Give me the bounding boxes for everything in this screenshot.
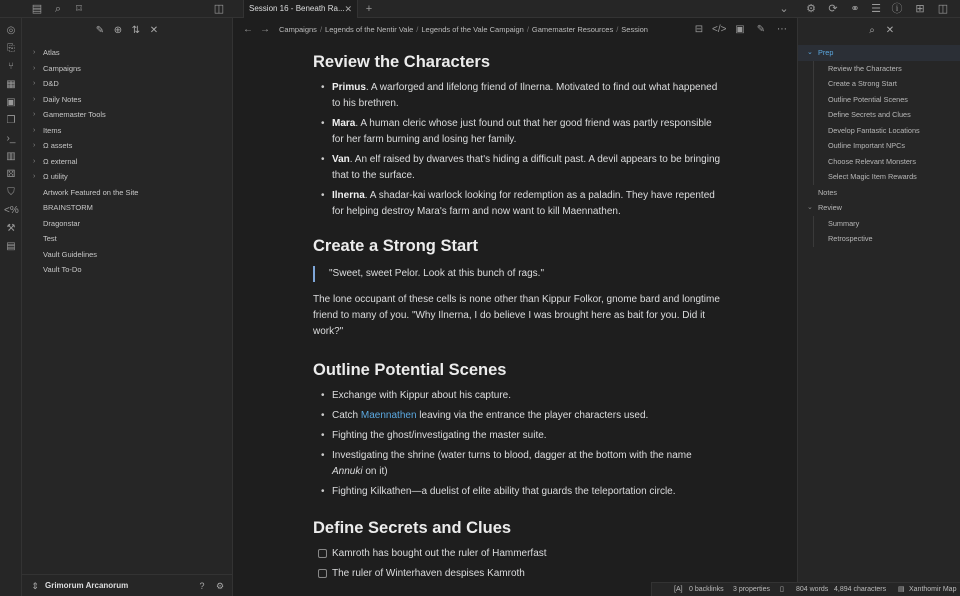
folder-item[interactable] — [22, 154, 232, 170]
map-name[interactable]: Xanthomir Map — [909, 586, 957, 593]
open-note-icon[interactable]: ⎘ — [7, 43, 15, 54]
outline-label: Choose Relevant Monsters — [828, 156, 917, 166]
reading-view-icon[interactable]: ⊟ — [694, 24, 704, 35]
collapse-icon[interactable]: ✕ — [149, 25, 159, 36]
outline-label: Select Magic Item Rewards — [828, 172, 917, 181]
layout-icon[interactable]: ⊞ — [915, 3, 925, 15]
breadcrumb-separator: / — [616, 25, 619, 34]
scene-text: on it) — [362, 466, 388, 477]
outline-item[interactable] — [798, 231, 960, 247]
file-item[interactable] — [22, 231, 232, 247]
outline-heading-notes[interactable] — [798, 185, 960, 201]
character-name: Mara — [332, 118, 356, 129]
more-options-icon[interactable]: ⋯ — [777, 24, 787, 35]
breadcrumb-item[interactable]: Legends of the Vale Campaign — [421, 25, 524, 34]
tree-item-label: Campaigns — [43, 63, 81, 73]
outline-label: Prep — [818, 48, 834, 57]
character-description: . A shadar-kai warlock looking for redemption as a paladin. They have repented for helping destroy Mara's farm and now want to kill Maennathen. — [332, 190, 715, 217]
info-icon[interactable]: ⓘ — [891, 3, 903, 15]
title-bar — [0, 0, 960, 18]
breadcrumb-separator: / — [319, 25, 323, 34]
outline-heading-prep[interactable] — [798, 45, 960, 61]
blockquote: "Sweet, sweet Pelor. Look at this bunch of rags." — [313, 266, 723, 282]
editor-pane — [234, 18, 797, 596]
character-description: . An elf raised by dwarves that's hiding a difficult past. A devil appears to be bringing that to the surface. — [332, 154, 721, 181]
character-description: . A human cleric whose just found out that her good friend was partly responsible for her farm burning and losing her family. — [332, 118, 712, 145]
copy-icon[interactable]: ❐ — [6, 115, 16, 126]
search-icon[interactable]: ⌕ — [54, 3, 62, 15]
tree-item-label: Gamemaster Tools — [43, 110, 106, 119]
indent-guide — [813, 216, 814, 247]
list-item — [313, 188, 723, 220]
scene-text: Catch — [332, 410, 361, 421]
book-icon[interactable]: ▯ — [780, 586, 784, 593]
outline-label: Create a Strong Start — [828, 79, 897, 88]
outline-item[interactable] — [798, 76, 960, 92]
file-explorer — [22, 18, 233, 596]
breadcrumb-separator: / — [416, 25, 419, 34]
tree-item-label: Items — [43, 125, 62, 135]
heading-review-characters: Review the Characters — [313, 53, 490, 71]
outline-item[interactable] — [798, 169, 960, 185]
tab-title: Session 16 - Beneath Ra... — [249, 4, 345, 13]
character-count: 4,894 characters — [834, 586, 887, 593]
chevron-down-icon[interactable]: ⌄ — [807, 49, 813, 56]
list-item — [313, 408, 723, 424]
outline-label: Outline Potential Scenes — [828, 94, 908, 104]
emphasis: Annuki — [332, 466, 363, 477]
breadcrumb-item[interactable]: Session — [621, 25, 648, 34]
outline-label: Define Secrets and Clues — [828, 110, 911, 119]
secrets-task-list — [313, 544, 723, 584]
collapse-icon[interactable]: ✕ — [885, 25, 895, 36]
tree-item-label: Daily Notes — [43, 94, 82, 104]
task-checkbox[interactable] — [318, 569, 327, 578]
list-item — [313, 116, 723, 148]
image-icon[interactable]: ▣ — [735, 24, 745, 35]
task-text: Kamroth has bought out the ruler of Hammerfast — [332, 548, 547, 559]
settings-icon[interactable]: ⚙ — [215, 581, 225, 591]
vault-name: Grimorum Arcanorum — [45, 581, 129, 590]
folder-item[interactable] — [22, 61, 232, 77]
outline-label: Review — [818, 203, 842, 212]
character-name: Van — [332, 154, 350, 165]
task-item — [313, 564, 723, 584]
scene-text: Fighting Kilkathen—a duelist of elite ability that guards the teleportation circle. — [332, 486, 676, 497]
search-icon[interactable]: ⌕ — [869, 25, 875, 36]
folder-item[interactable] — [22, 138, 232, 154]
list-item — [313, 80, 723, 112]
outline-pane — [797, 18, 960, 596]
source-icon[interactable]: </> — [712, 24, 727, 35]
character-name: Ilnerna — [332, 190, 365, 201]
calendar-icon[interactable]: ▣ — [6, 97, 16, 108]
folder-item[interactable] — [22, 169, 232, 185]
dice-icon[interactable]: ⚄ — [6, 169, 16, 180]
list-item — [313, 388, 723, 404]
sort-icon[interactable]: ⇅ — [131, 25, 141, 36]
heading-strong-start: Create a Strong Start — [313, 237, 479, 255]
tree-item-label: Ω assets — [43, 141, 73, 150]
status-bar — [651, 582, 960, 596]
chevron-down-icon[interactable]: ⌄ — [779, 3, 789, 15]
outline-label: Notes — [818, 187, 838, 197]
scene-text: Investigating the shrine (water turns to blood, dagger at the bottom with the name — [332, 450, 692, 461]
tree-item-label: Vault Guidelines — [43, 249, 98, 259]
chevron-updown-icon[interactable]: ⇕ — [31, 581, 39, 591]
chevron-right-icon[interactable]: › — [33, 126, 36, 134]
ribbon — [0, 18, 22, 596]
file-explorer-toolbar — [22, 24, 232, 38]
scene-list — [313, 388, 723, 500]
character-list — [313, 80, 723, 220]
hammer-icon[interactable]: ⚒ — [6, 223, 16, 234]
outline-tree — [798, 45, 960, 247]
file-item[interactable] — [22, 262, 232, 278]
note-content[interactable] — [313, 44, 723, 584]
tree-item-label: Dragonstar — [43, 218, 81, 228]
help-icon[interactable]: ? — [199, 581, 205, 591]
tree-item-label: Ω external — [43, 156, 78, 166]
map-icon[interactable]: ▤ — [898, 586, 905, 593]
chevron-down-icon[interactable]: ⌄ — [807, 204, 813, 211]
breadcrumb-item[interactable]: Gamemaster Resources — [531, 25, 614, 34]
word-count: 804 words — [796, 586, 829, 593]
code-icon[interactable]: <% — [4, 205, 19, 216]
sidebar-toggle-icon[interactable]: ◫ — [213, 3, 225, 15]
chevron-right-icon[interactable]: › — [33, 157, 36, 165]
list-item — [313, 152, 723, 184]
view-header — [234, 18, 797, 42]
file-item[interactable] — [22, 247, 232, 263]
outline-label: Develop Fantastic Locations — [828, 125, 920, 135]
breadcrumb-item[interactable]: Campaigns — [279, 25, 317, 34]
chevron-right-icon[interactable]: › — [33, 80, 36, 87]
outline-item[interactable] — [798, 123, 960, 139]
new-tab-icon[interactable]: + — [365, 3, 373, 15]
outline-item[interactable] — [798, 107, 960, 123]
chevron-right-icon[interactable]: › — [33, 173, 36, 180]
chevron-right-icon[interactable]: › — [33, 111, 36, 118]
task-text: The ruler of Winterhaven despises Kamroth — [332, 568, 525, 579]
tab-session-16[interactable] — [243, 0, 358, 18]
folder-item[interactable] — [22, 92, 232, 108]
new-folder-icon[interactable]: ⊕ — [113, 25, 123, 36]
heading-secrets-clues: Define Secrets and Clues — [313, 519, 512, 537]
right-sidebar-toggle-icon[interactable]: ◫ — [937, 3, 949, 15]
file-item[interactable] — [22, 200, 232, 216]
folder-item[interactable] — [22, 123, 232, 139]
properties-count[interactable]: 3 properties — [733, 586, 770, 593]
chevron-right-icon[interactable]: › — [33, 64, 36, 72]
scene-text: Exchange with Kippur about his capture. — [332, 390, 511, 401]
outline-item[interactable] — [798, 216, 960, 232]
character-description: . A warforged and lifelong friend of Ilnerna. Motivated to find out what happened to his brethren. — [332, 82, 718, 109]
scene-text: leaving via the entrance the player characters used. — [416, 410, 649, 421]
file-tree — [22, 45, 232, 278]
chevron-right-icon[interactable]: › — [33, 49, 36, 56]
outline-label: Summary — [828, 218, 860, 228]
file-item[interactable] — [22, 185, 232, 201]
chevron-right-icon[interactable]: › — [33, 95, 36, 103]
list-item — [313, 484, 723, 500]
outline-label: Review the Characters — [828, 63, 902, 73]
indent-guide — [813, 61, 814, 185]
list-item — [313, 428, 723, 444]
outline-label: Retrospective — [828, 234, 873, 243]
breadcrumb-item[interactable]: Legends of the Nentir Vale — [325, 25, 414, 34]
shield-icon[interactable]: ⛉ — [7, 187, 15, 198]
backlinks-count[interactable]: 0 backlinks — [689, 586, 724, 593]
folder-item[interactable] — [22, 107, 232, 123]
tree-item-label: Test — [43, 234, 57, 243]
new-note-icon[interactable]: ✎ — [95, 25, 105, 36]
breadcrumb[interactable] — [279, 18, 659, 42]
character-name: Primus — [332, 82, 366, 93]
close-icon[interactable]: ✕ — [344, 4, 352, 14]
edit-icon[interactable]: ✎ — [756, 24, 766, 35]
task-checkbox[interactable] — [318, 549, 327, 558]
file-item[interactable] — [22, 216, 232, 232]
outline-item[interactable] — [798, 92, 960, 108]
chevron-right-icon[interactable]: › — [33, 142, 36, 149]
tree-item-label: D&D — [43, 79, 59, 88]
plugin-icon[interactable]: ⚙ — [806, 3, 816, 15]
graph-icon[interactable]: ⑂ — [8, 61, 14, 72]
sync-icon[interactable]: ⟳ — [828, 3, 838, 15]
list-item — [313, 448, 723, 480]
vault-switcher[interactable] — [22, 574, 232, 596]
tree-item-label: Artwork Featured on the Site — [43, 187, 139, 197]
command-icon[interactable]: ◎ — [6, 25, 16, 36]
folder-icon[interactable]: ▤ — [31, 3, 43, 15]
folder-item[interactable] — [22, 45, 232, 61]
terminal-icon[interactable]: ›_ — [6, 133, 16, 144]
tree-item-label: Ω utility — [43, 172, 68, 181]
editor-mode[interactable]: [A] — [674, 586, 683, 593]
table-icon[interactable]: ▥ — [6, 151, 16, 162]
breadcrumb-separator: / — [526, 25, 529, 34]
heading-potential-scenes: Outline Potential Scenes — [313, 361, 507, 379]
outline-item[interactable] — [798, 154, 960, 170]
sync-status-icon[interactable]: ⚭ — [850, 3, 860, 15]
calendar-check-icon[interactable]: ▤ — [6, 241, 16, 252]
forward-icon[interactable]: → — [260, 24, 270, 35]
outline-item[interactable] — [798, 138, 960, 154]
outline-label: Outline Important NPCs — [828, 141, 906, 150]
task-item — [313, 544, 723, 564]
tree-item-label: BRAINSTORM — [43, 203, 93, 212]
bookmark-icon[interactable]: ⌑ — [76, 3, 82, 15]
folder-item[interactable] — [22, 76, 232, 92]
tree-item-label: Vault To-Do — [43, 265, 82, 274]
outline-icon[interactable]: ☰ — [871, 3, 881, 15]
outline-heading-review[interactable] — [798, 200, 960, 216]
back-icon[interactable]: ← — [243, 24, 253, 35]
internal-link[interactable]: Maennathen — [360, 410, 417, 421]
outline-item[interactable] — [798, 61, 960, 77]
paragraph: The lone occupant of these cells is none other than Kippur Folkor, gnome bard and longtime friend to many of you. "Why Ilnerna, I do believe I was brought here as bait for you. Did it work?" — [313, 294, 720, 337]
tree-item-label: Atlas — [43, 48, 60, 57]
grid-icon[interactable]: ▦ — [6, 79, 16, 90]
scene-text: Fighting the ghost/investigating the master suite. — [332, 430, 547, 441]
